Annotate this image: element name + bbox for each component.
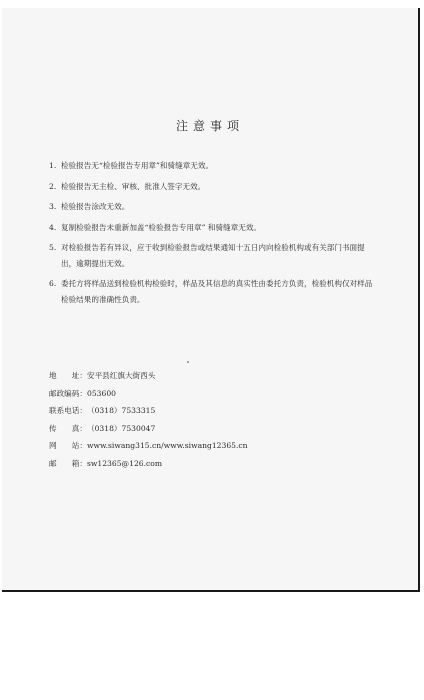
- email-label: 邮 箱：: [49, 458, 87, 468]
- fax-label: 传 真：: [49, 423, 87, 433]
- page-title: 注意事项: [175, 119, 244, 133]
- item-number: 5.: [49, 243, 57, 252]
- item-text: 检验报告无“检验报告专用章”和骑缝章无效。: [61, 161, 214, 170]
- website-label: 网 站：: [49, 441, 87, 450]
- list-item: [49, 199, 379, 215]
- address-row: [49, 370, 389, 381]
- phone-value: （0318）7533315: [87, 406, 156, 415]
- postcode-value: 053600: [87, 388, 116, 398]
- list-item: [49, 220, 379, 236]
- list-item: [49, 276, 379, 307]
- item-number: 1.: [49, 161, 57, 170]
- notice-list: [49, 158, 379, 312]
- item-number: 6.: [49, 279, 57, 288]
- item-text: 检验报告无主检、审核、批准人签字无效。: [61, 181, 206, 191]
- item-number: 3.: [49, 202, 57, 211]
- item-text: 检验报告涂改无效。: [61, 202, 130, 211]
- email-value: sw12365@126.com: [87, 458, 163, 468]
- document-page: [2, 8, 420, 592]
- fax-row: [49, 423, 389, 434]
- item-number: 2.: [49, 181, 57, 191]
- list-item: [49, 240, 379, 271]
- scan-speck: [187, 361, 189, 363]
- contact-info: [49, 370, 389, 475]
- website-link: www.siwang315.cn/www.siwang12365.cn: [87, 441, 248, 450]
- email-row: [49, 458, 389, 469]
- item-text: 复制检验报告未重新加盖“检验报告专用章” 和骑缝章无效。: [61, 222, 262, 232]
- address-value: 安平县红旗大街西头: [87, 371, 156, 380]
- phone-row: [49, 405, 389, 416]
- postcode-label: 邮政编码：: [49, 388, 87, 398]
- item-text: 委托方将样品送到检验机构检验时，样品及其信息的真实性由委托方负责，检验机构仅对样品检验结果的准确性负责。: [61, 279, 373, 304]
- fax-value: （0318）7530047: [87, 423, 156, 433]
- address-label: 地 址：: [49, 371, 87, 380]
- list-item: [49, 179, 379, 195]
- item-text: 对检验报告若有异议，应于收到检验报告或结果通知十五日内向检验机构或有关部门书面提出，逾期提出无效。: [61, 243, 365, 268]
- list-item: [49, 158, 379, 174]
- item-number: 4.: [49, 222, 57, 232]
- website-row: [49, 440, 389, 451]
- postcode-row: [49, 388, 389, 399]
- phone-label: 联系电话：: [49, 406, 87, 415]
